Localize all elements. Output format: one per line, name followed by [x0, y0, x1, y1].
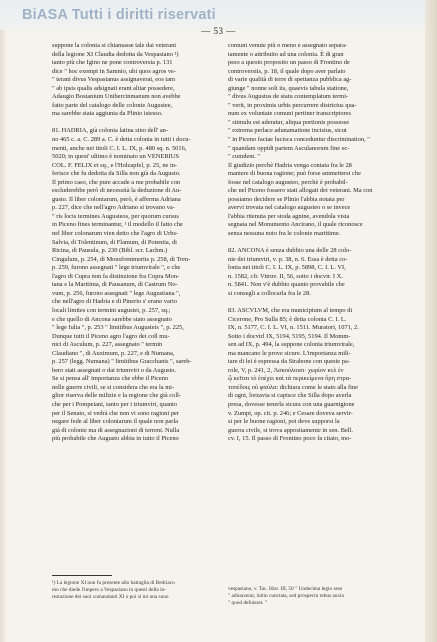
left-column-text: suppone la colonia si chiamasse tale dai veterani della legione XI Claudia dedotta da Vespasiano ¹) tanto più che Igino ne pone controversia p. 131 dice " hoc exempt in Samnio, ubi quos agros ve- " terani divus Vespasianus assignaverat, eos tam " ab ipsis qualis adsignati erant alitar possedere, Adaugio Bostanium Unibercinmanum non avebbe fatto parte del catalogo delle colonie Augustee, ma sarebbe stata aggiunta da Plinio istesso. 81. HADRIA, già colonia latina sino dell' an- no 465 c. a. C. 289 a. C. è detta colonia in tutti i docu- menti, anche nei titoli C. I. L. IX, p. 480 sq. n. 5016, 5020; in quest' ultimo è nominato un VENERIUS COL. F. FELIX et sq., e l'Holzapfel, p. 25, ne in- ferisce che fu dedotta da Silla non già da Augusto. Il primo caso, che pure accade a me probabile con escluderebbe però di necessità la deduzione di Au- gusto. Il liber coloniarum, però, è afferma Adriana p. 227, dice che nell'agro Adriano si trovano va- " ris locis termines Augusteos, per quorum cursus in Piceno fines terminantur, ¹ il modello il fatto che nel liber colonarum vien detto che l'agro di Urbs- Salvia, di Tolentinum, di Flamum, di Potentia, di Ricina, di Pausula, p. 230 (Bibl. scr. Lachm.) Cingulum, p. 254, di Monsfrentmerits p. 258, di Tren- p. 259, furono assegnati " lege triumvirale ", e che l'agro di Cupra non fa distinzione fra Cupra Mon- tana e la Maritima, di Pausanum, di Castrum No- vum, p. 256, furono assegnati " lege Augustiana ", che nell'agro di Hadria e di Pinerio s' erano vario locali limites con termini augustei, p. 257, sq.; e che quello di Ancona sarebbe stato assegnato " lege Iulia ", p. 253 " limitibus Augusteis ", p. 225, Dunque tutti il Piceno agro l'agro dei coll mu- nici di Asculum, p. 227, assegnato " termin Claudiano ", di Auximum, p. 227, e di Numana, p. 257 (legg. Numana) " limitibus Gracchanis ", sareb- bero stati assegnati o dai triumviri o da Augusto. Se si pensa all' importanza che ebbe il Piceno nelle guerre civili, se si considera che era la mi- glior riserva delle milizie e la regione che già coll- che per i Pompeiani, tanto per i triumviri, quanto per il Senato, si vedrà che non vi sono ragioni per negare fede al liber coloniarum il quale non parla già di colonie ma di assegnazioni di terreni. Nulla più probabile che Augusto abbia in tutto il Piceno — [52, 42, 192, 443]
right-column-text: comuni venute più o meno e assegnato separa- tamente o attribuito ad una colonia. È di gran peso a questo proposito un passo di Frontino de controversiis, p. 18, il quale dopo aver parlato di varie qualità di terre di spettanza pubblica ag- giunge " nonne soli iis, quaevis tabula statione, " divus Augustus de statu contemplatum termi- " verit, in proximis urbis percurrere districtus qua- num ex voluntate comuni pertiner transcriptores " stimulu est aderatur, aliqua portionis possesse " extrema perlace adunamatione incisius, sicut " in Piceno factae lucisca conceduntur discrimination, " " quandam oppidi partem Asculanorum fine ec- " cumdent. " Il giudizio perchè Hadria venga contata fra le 28 maniere di buona ragione; può forse ammettersi che fosse nel catalogo augusteo, perchè è probabil- che nel Piceno fossero stati allogati dei veterani. Ma con possiamo decidere se Plinio l'abbia notata per avervi trovata nel catalogo augusteo o se invece l'abbia ritenuta per stoda agnine, avendola vista segnata nel Monumento Ancirano, il quale riconosce senza nessuna noto fra le colonie marittime. 82. ANCONA è senza dubbio una delle 28 colo- nie dei triumviri, v. p. 38, n. 6. Essa è detta co- lonia nei titoli C. I. L. IX, p. 5898, C. I. L. VI, n. 1582, cfr. Vitruv. II, 56, sotto i docvir. I X. n. 5841. Non v'è dubbio quanto provabile che si consegli a collocarla fra le 28. 83. ASCVLVM, che era municipium al tempo di Cicerone, Pro Sulla 85; è detta colonia C. I. L. IX, n. 5177, C. I. L. VI, n. 1511. Muratori, 1071, 2. Sotto i docvirl IX, 5194, 5195, 5194. Il Momm- sen ad IX, p. 494, la suppone colonia triumvirale, ma mancano le prove sicure. L'importanza mili- tare di lei è espressa da Strabone con queste pa- role, V, p. 241, 2, Ἀσκούλοισι· χωρίον κτλ ἐν ᾧ κεῖται τὸ ἐπέχει καὶ τὰ περικείμενα ὄρη στρα- τοπέδοις οὐ φαύλα: dichiara come le stato alla fine di ogni, lorzavia si capisce che Silla dopo averla presa, dovesse tenerla sicura con una guarnigione v. Zumpt, op. cit. p. 246; e Cesare doveva servir- si per le buone ragioni, poi deve supporsi la guerra civile, si trova appositamente in sen. Bell. cv. I, 15. Il passo di Frontino poco fa citato, mo- — [228, 42, 373, 443]
page-edge-left — [0, 0, 6, 642]
watermark-text: BiASA Tutti i diritti riservati — [22, 7, 216, 23]
footnote-rule — [52, 575, 112, 576]
footnote-left: ¹) La legione XI non fu presente allo battaglia di Bedriaco mo che diede l'impero a Vespasiano in questi della in- restazione dei suoi comandanti XI o poi si mi una sono — [52, 580, 175, 600]
footnote-right: vespasiano, v. Tac. Hist. III, 50 " Undecima legio sese " adiunxerat, initio cunctata, sed prospectu rebus anxia " quod defuisset. " — [228, 586, 344, 606]
page-edge-right — [425, 0, 437, 642]
page-number: — 53 — — [201, 26, 236, 36]
